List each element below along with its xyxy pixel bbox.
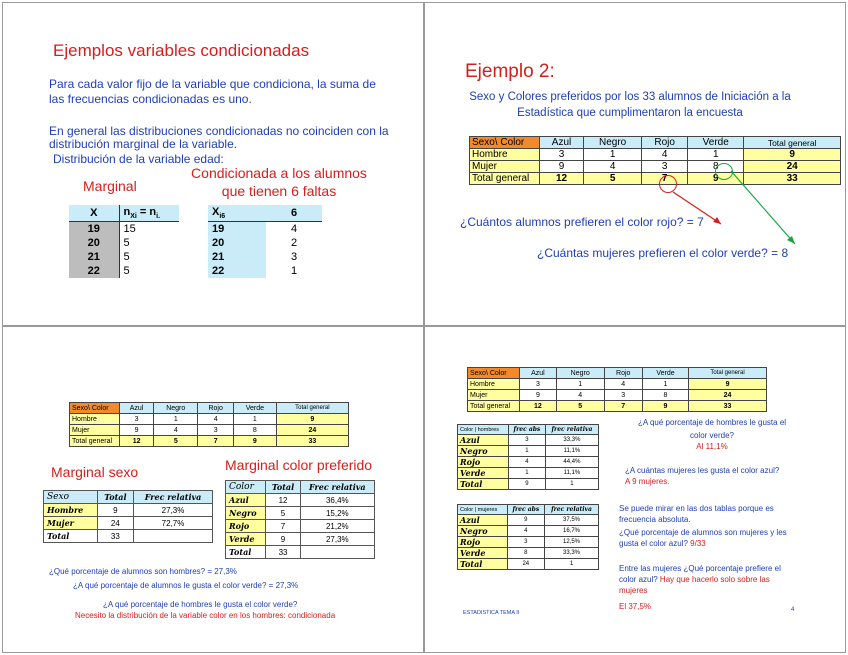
footer: ESTADISTICA TEMA II bbox=[463, 610, 520, 616]
table-cell: 4 bbox=[642, 149, 688, 161]
question: ¿A cuántas mujeres les gusta el color azul? bbox=[625, 466, 780, 475]
answer: 9/33 bbox=[690, 539, 706, 548]
table-cell: 22 bbox=[208, 264, 266, 278]
table-cell: 9 bbox=[266, 533, 300, 546]
header-cell: Sexo\ Color bbox=[70, 403, 120, 414]
table-cell: 21,2% bbox=[300, 520, 374, 533]
question: ¿Cuántos alumnos prefieren el color rojo? = 7 bbox=[460, 215, 704, 229]
question: ¿Qué porcentaje de alumnos son hombres? = 27,3% bbox=[49, 567, 237, 576]
question: Entre las mujeres ¿Qué porcentaje prefiere el color azul? bbox=[619, 564, 781, 584]
table-cell: 12,5% bbox=[545, 537, 599, 548]
question: ¿Qué porcentaje de alumnos son mujeres y les gusta el color azul? bbox=[619, 528, 787, 548]
header-cell: Sexo\ Color bbox=[468, 368, 520, 379]
row-label: Total bbox=[458, 479, 509, 490]
header-cell: Negro bbox=[556, 368, 604, 379]
slide-1 bbox=[2, 2, 424, 326]
question: ¿A qué porcentaje de hombres le gusta el color verde? bbox=[637, 418, 787, 440]
table-cell: 9 bbox=[540, 161, 584, 173]
table-cell: 33 bbox=[689, 401, 767, 412]
row-label: Hombre bbox=[470, 149, 540, 161]
header-cell: frec abs bbox=[509, 425, 546, 435]
table-cell: 4 bbox=[584, 161, 642, 173]
row-label: Rojo bbox=[458, 537, 508, 548]
marginal-color-label: Marginal color preferido bbox=[225, 457, 373, 473]
table-cell: 15 bbox=[119, 222, 179, 237]
table-cell: 4 bbox=[154, 425, 198, 436]
answer: A 9 mujeres. bbox=[625, 477, 670, 486]
row-label: Azul bbox=[226, 494, 266, 507]
table-cell: 5 bbox=[266, 507, 300, 520]
marginal-table bbox=[69, 205, 179, 278]
slide-title: Ejemplos variables condicionadas bbox=[53, 41, 310, 60]
table-cell: 4 bbox=[290, 223, 298, 236]
header-cell: Rojo bbox=[642, 137, 688, 149]
table-cell: 9 bbox=[233, 436, 276, 447]
header-cell: Sexo bbox=[44, 491, 98, 504]
green-arrow bbox=[731, 171, 795, 244]
header-cell: Verde bbox=[688, 137, 744, 149]
header-cell: Verde bbox=[233, 403, 276, 414]
table-cell: 7 bbox=[266, 520, 300, 533]
table-cell: 19 bbox=[208, 222, 266, 237]
table-cell: 16,7% bbox=[545, 526, 599, 537]
page-number: 4 bbox=[791, 607, 795, 613]
header-cell: $n_{Xi} = n_{i.}$ bbox=[119, 205, 179, 222]
table-cell: 7 bbox=[198, 436, 234, 447]
header-cell: Total bbox=[266, 481, 300, 494]
row-label: Total general bbox=[470, 173, 540, 185]
table-cell: 1 bbox=[556, 379, 604, 390]
header-cell: Frec relativa bbox=[300, 481, 374, 494]
table-cell: 72,7% bbox=[134, 517, 213, 530]
marginal-label: Marginal bbox=[83, 178, 137, 194]
table-cell: 37,5% bbox=[545, 515, 599, 526]
header-cell: Frec relativa bbox=[134, 491, 213, 504]
table-cell: 24 bbox=[507, 559, 544, 570]
table-cell: 33 bbox=[266, 546, 300, 559]
table-cell: 12 bbox=[520, 401, 557, 412]
red-arrowhead bbox=[713, 217, 721, 224]
table-cell: 21 bbox=[69, 250, 119, 264]
question: ¿Cuántas mujeres prefieren el color verde? = 8 bbox=[537, 246, 789, 260]
row-label: Verde bbox=[226, 533, 266, 546]
table-cell: 12 bbox=[120, 436, 154, 447]
table-cell: 33 bbox=[276, 436, 348, 447]
header-cell: Negro bbox=[584, 137, 642, 149]
paragraph: Distribución de la variable edad: bbox=[53, 152, 224, 166]
question: ¿A qué porcentaje de hombres le gusta el color verde? bbox=[103, 600, 298, 609]
table-cell: 1 bbox=[642, 379, 688, 390]
note: Se puede mirar en las dos tablas porque es frecuencia absoluta. bbox=[619, 504, 774, 524]
table-cell bbox=[134, 530, 213, 543]
table-cell: 11,1% bbox=[545, 468, 598, 479]
table-cell: 24 bbox=[744, 161, 841, 173]
table-cell: 9 bbox=[507, 515, 544, 526]
table-cell: 9 bbox=[689, 379, 767, 390]
paragraph: En general las distribuciones condicionadas no coinciden con la distribución marginal de la variable. bbox=[49, 124, 389, 151]
table-cell: 3 bbox=[198, 425, 234, 436]
answer: Necesito la distribución de la variable color en los hombres: condicionada bbox=[75, 611, 336, 620]
table-cell: 5 bbox=[154, 436, 198, 447]
conditional-table bbox=[208, 205, 322, 278]
row-label: Hombre bbox=[468, 379, 520, 390]
header-cell: Total bbox=[97, 491, 133, 504]
table-cell: 9 bbox=[509, 479, 546, 490]
header-cell: Sexo\ Color bbox=[470, 137, 540, 149]
row-label: Azul bbox=[458, 435, 509, 446]
table-cell: 5 bbox=[556, 401, 604, 412]
marginal-sexo-label: Marginal sexo bbox=[51, 464, 139, 480]
table-cell: 9 bbox=[276, 414, 348, 425]
row-label: Mujer bbox=[468, 390, 520, 401]
paragraph: Para cada valor fijo de la variable que condiciona, la suma de las frecuencias condicionadas es uno. bbox=[49, 77, 376, 106]
contingency-table bbox=[69, 402, 349, 447]
table-cell: 36,4% bbox=[300, 494, 374, 507]
row-label: Mujer bbox=[470, 161, 540, 173]
row-label: Verde bbox=[458, 468, 509, 479]
row-label: Negro bbox=[458, 446, 509, 457]
header-cell: Azul bbox=[540, 137, 584, 149]
row-label: Total bbox=[44, 530, 98, 543]
header-cell: frec relativa bbox=[545, 425, 598, 435]
table-cell: 1 bbox=[584, 149, 642, 161]
table-cell: 5 bbox=[119, 264, 179, 278]
table-cell: 33,3% bbox=[545, 548, 599, 559]
table-cell: 3 bbox=[507, 537, 544, 548]
header-cell: Rojo bbox=[198, 403, 234, 414]
table-cell: 44,4% bbox=[545, 457, 598, 468]
table-cell: 5 bbox=[584, 173, 642, 185]
answer: El 37,5% bbox=[619, 602, 652, 611]
row-label: Hombre bbox=[44, 504, 98, 517]
table-cell: 33,3% bbox=[545, 435, 598, 446]
table-cell: 1 bbox=[509, 446, 546, 457]
header-cell: Negro bbox=[154, 403, 198, 414]
annotation-arrows bbox=[425, 3, 846, 326]
table-cell: 9 bbox=[520, 390, 557, 401]
table-cell bbox=[300, 546, 374, 559]
answer: Hay que hacerlo solo sobre las mujeres bbox=[619, 575, 770, 595]
row-label: Verde bbox=[458, 548, 508, 559]
table-cell: 3 bbox=[509, 435, 546, 446]
header-cell: Color | mujeres bbox=[458, 505, 508, 515]
table-cell: 7 bbox=[604, 401, 642, 412]
answer: Al 11,1% bbox=[696, 442, 728, 451]
table-cell: 27,3% bbox=[300, 533, 374, 546]
table-cell: 3 bbox=[520, 379, 557, 390]
header-cell: frec relativa bbox=[545, 505, 599, 515]
subtitle: Sexo y Colores preferidos por los 33 alumnos de Iniciación a la Estadística que cumplimentaron la encuesta bbox=[469, 91, 791, 119]
header-cell: Azul bbox=[120, 403, 154, 414]
table-cell: 4 bbox=[509, 457, 546, 468]
row-label: Hombre bbox=[70, 414, 120, 425]
row-label: Mujer bbox=[70, 425, 120, 436]
row-label: Mujer bbox=[44, 517, 98, 530]
table-cell: 27,3% bbox=[134, 504, 213, 517]
table-cell: 33 bbox=[97, 530, 133, 543]
header-cell: Color | hombres bbox=[458, 425, 509, 435]
table-cell: 19 bbox=[69, 222, 119, 237]
slide-3 bbox=[2, 326, 424, 653]
header-cell: frec abs bbox=[507, 505, 544, 515]
conditional-men-table bbox=[457, 424, 599, 490]
table-cell: 20 bbox=[69, 236, 119, 250]
row-label: Azul bbox=[458, 515, 508, 526]
table-cell: 1 bbox=[154, 414, 198, 425]
table-cell: 21 bbox=[208, 250, 266, 264]
header-cell: Total general bbox=[276, 403, 348, 414]
table-cell: 1 bbox=[545, 479, 598, 490]
slide-4 bbox=[424, 326, 846, 653]
conditional-label: Condicionada a los alumnos que tienen 6 faltas bbox=[191, 165, 367, 199]
table-cell: 8 bbox=[688, 161, 744, 173]
table-cell: 5 bbox=[119, 250, 179, 264]
table-cell: 7 bbox=[642, 173, 688, 185]
table-cell: 24 bbox=[689, 390, 767, 401]
table-cell: 12 bbox=[540, 173, 584, 185]
marginal-color-table bbox=[225, 480, 375, 559]
row-label: Rojo bbox=[458, 457, 509, 468]
row-label: Total bbox=[458, 559, 508, 570]
header-cell: Total general bbox=[689, 368, 767, 379]
header-cell: Color bbox=[226, 481, 266, 494]
table-cell: 3 bbox=[290, 251, 298, 264]
table-cell: 12 bbox=[266, 494, 300, 507]
question-block bbox=[619, 563, 799, 596]
table-cell: 3 bbox=[642, 161, 688, 173]
table-cell: 1 bbox=[290, 265, 298, 278]
table-cell: 2 bbox=[290, 237, 298, 250]
header-cell: 6 bbox=[266, 205, 322, 222]
row-label: Rojo bbox=[226, 520, 266, 533]
question: ¿A qué porcentaje de alumnos le gusta el color verde? = 27,3% bbox=[73, 581, 299, 590]
header-cell: Rojo bbox=[604, 368, 642, 379]
question-block bbox=[625, 465, 785, 487]
row-label: Total general bbox=[468, 401, 520, 412]
table-cell: 33 bbox=[744, 173, 841, 185]
table-cell: 8 bbox=[233, 425, 276, 436]
table-cell: 9 bbox=[642, 401, 688, 412]
table-cell: 4 bbox=[556, 390, 604, 401]
table-cell: 8 bbox=[642, 390, 688, 401]
green-arrowhead bbox=[787, 236, 795, 244]
row-label: Total bbox=[226, 546, 266, 559]
header-cell: Total general bbox=[744, 137, 841, 149]
table-cell: 9 bbox=[688, 173, 744, 185]
table-cell: 1 bbox=[545, 559, 599, 570]
header-cell: X bbox=[69, 205, 119, 222]
contingency-table bbox=[467, 367, 767, 412]
table-cell: 3 bbox=[120, 414, 154, 425]
row-label: Negro bbox=[226, 507, 266, 520]
table-cell: 1 bbox=[688, 149, 744, 161]
row-label: Negro bbox=[458, 526, 508, 537]
table-cell: 9 bbox=[120, 425, 154, 436]
table-cell: 4 bbox=[507, 526, 544, 537]
slide-2 bbox=[424, 2, 846, 326]
table-cell: 4 bbox=[198, 414, 234, 425]
slide-title: Ejemplo 2: bbox=[465, 61, 555, 82]
table-cell: 4 bbox=[604, 379, 642, 390]
table-cell: 24 bbox=[97, 517, 133, 530]
table-cell: 1 bbox=[233, 414, 276, 425]
row-label: Total general bbox=[70, 436, 120, 447]
header-cell: $X_{i6}$ bbox=[208, 205, 266, 222]
question-block bbox=[619, 527, 795, 549]
table-cell: 9 bbox=[744, 149, 841, 161]
conditional-women-table bbox=[457, 504, 599, 570]
table-cell: 20 bbox=[208, 236, 266, 250]
table-cell: 24 bbox=[276, 425, 348, 436]
table-cell: 3 bbox=[604, 390, 642, 401]
header-cell: Verde bbox=[642, 368, 688, 379]
table-cell: 8 bbox=[507, 548, 544, 559]
marginal-sexo-table bbox=[43, 490, 213, 543]
table-cell: 15,2% bbox=[300, 507, 374, 520]
table-cell: 3 bbox=[540, 149, 584, 161]
table-cell: 5 bbox=[119, 236, 179, 250]
table-cell: 9 bbox=[97, 504, 133, 517]
table-cell: 11,1% bbox=[545, 446, 598, 457]
header-cell: Azul bbox=[520, 368, 557, 379]
table-cell: 1 bbox=[509, 468, 546, 479]
table-cell: 22 bbox=[69, 264, 119, 278]
